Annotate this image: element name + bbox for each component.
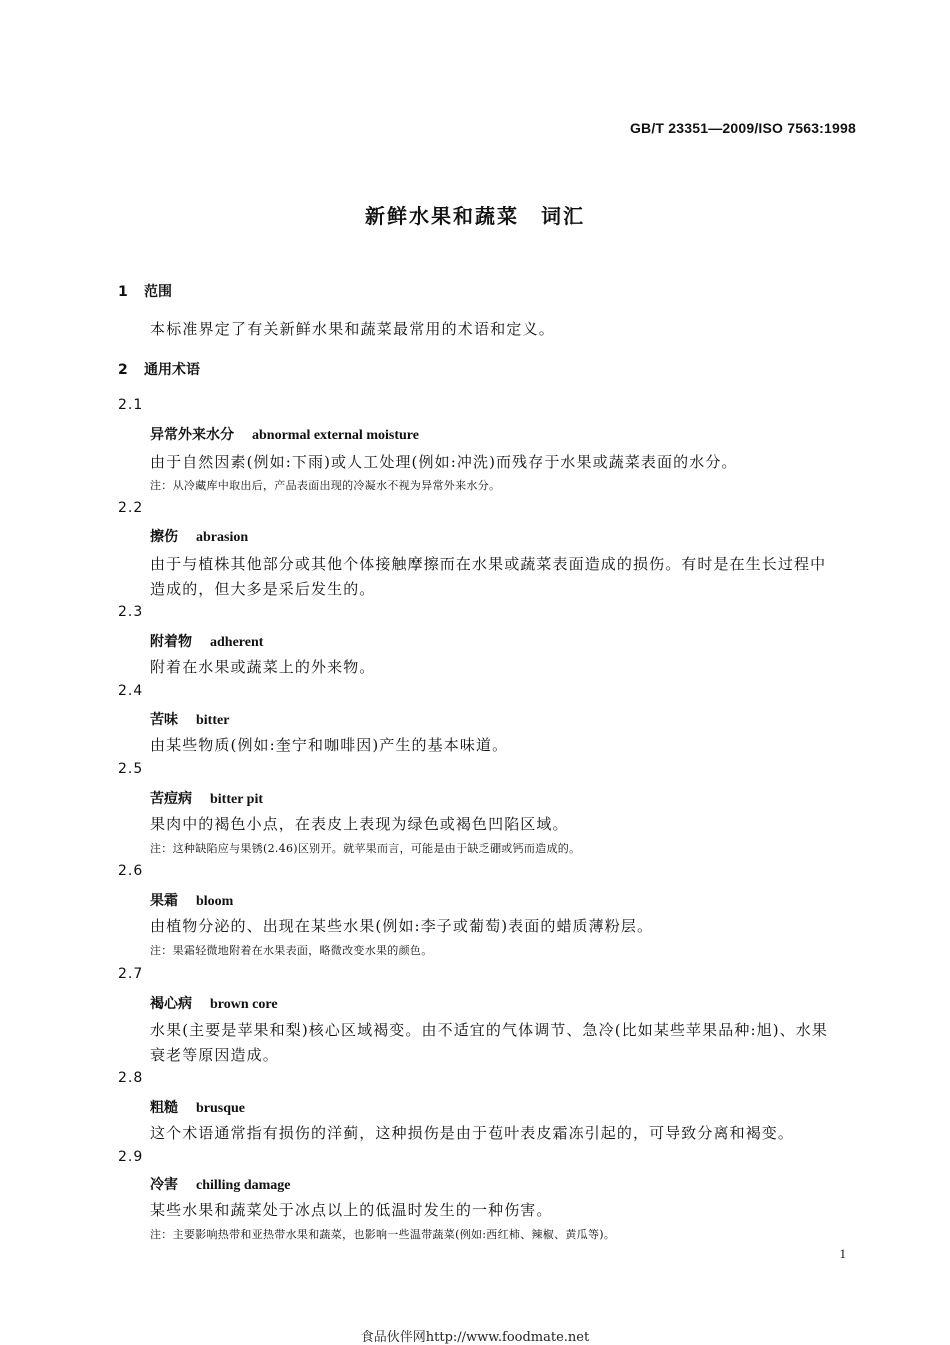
term-entry <box>150 890 233 910</box>
term-entry <box>150 1097 245 1117</box>
term-definition: 附着在水果或蔬菜上的外来物。 <box>150 658 376 676</box>
term-chinese: 苦味 <box>150 712 178 728</box>
standard-number: GB/T 23351—2009/ISO 7563:1998 <box>629 120 856 136</box>
term-entry <box>150 993 278 1013</box>
clause-number: 2.8 <box>118 1070 144 1086</box>
section-heading-general-terms <box>118 359 200 379</box>
clause-number: 2.7 <box>118 966 144 982</box>
term-definition-line: 由于与植株其他部分或其他个体接触摩擦而在水果或蔬菜表面造成的损伤。有时是在生长过程中 <box>150 555 827 573</box>
term-english: abrasion <box>196 530 249 545</box>
term-english: brown core <box>210 997 278 1012</box>
clause-number: 2.6 <box>118 863 144 879</box>
term-note: 注：这种缺陷应与果锈(2.46)区别开。就苹果而言，可能是由于缺乏硼或钙而造成的。 <box>150 842 581 855</box>
term-chinese: 果霜 <box>150 893 178 909</box>
term-definition-line: 造成的，但大多是采后发生的。 <box>150 580 376 598</box>
clause-number: 2.1 <box>118 397 144 413</box>
section-heading-scope <box>118 281 172 301</box>
term-definition: 某些水果和蔬菜处于冰点以上的低温时发生的一种伤害。 <box>150 1201 553 1219</box>
page-title: 新鲜水果和蔬菜 词汇 <box>365 204 585 228</box>
term-note: 注：从冷藏库中取出后，产品表面出现的冷凝水不视为异常外来水分。 <box>150 479 501 492</box>
term-entry <box>150 424 419 444</box>
term-definition: 果肉中的褐色小点，在表皮上表现为绿色或褐色凹陷区域。 <box>150 815 569 833</box>
term-english: chilling damage <box>196 1178 291 1193</box>
term-definition-line: 水果(主要是苹果和梨)核心区域褐变。由不适宜的气体调节、急冷(比如某些苹果品种:旭)、水果 <box>150 1021 828 1039</box>
term-english: abnormal external moisture <box>252 428 419 443</box>
term-english: adherent <box>210 635 264 650</box>
term-entry <box>150 709 229 729</box>
clause-number: 2.5 <box>118 761 144 777</box>
section-title: 范围 <box>144 284 172 300</box>
term-definition: 由于自然因素(例如:下雨)或人工处理(例如:冲洗)而残存于水果或蔬菜表面的水分。 <box>150 453 738 471</box>
clause-number: 2.9 <box>118 1149 144 1165</box>
term-english: bloom <box>196 894 234 909</box>
clause-number: 2.2 <box>118 500 144 516</box>
term-definition: 这个术语通常指有损伤的洋蓟，这种损伤是由于苞叶表皮霜冻引起的，可导致分离和褐变。 <box>150 1124 795 1142</box>
term-chinese: 附着物 <box>150 634 192 650</box>
term-english: bitter <box>196 713 230 728</box>
term-english: bitter pit <box>210 792 264 807</box>
term-entry <box>150 526 248 546</box>
term-chinese: 异常外来水分 <box>150 427 234 443</box>
scope-paragraph: 本标准界定了有关新鲜水果和蔬菜最常用的术语和定义。 <box>150 320 556 338</box>
clause-number: 2.3 <box>118 604 144 620</box>
term-chinese: 冷害 <box>150 1177 178 1193</box>
term-entry <box>150 788 263 808</box>
term-chinese: 擦伤 <box>150 529 178 545</box>
section-title: 通用术语 <box>144 362 200 378</box>
term-chinese: 褐心病 <box>150 996 192 1012</box>
term-note: 注：果霜轻微地附着在水果表面，略微改变水果的颜色。 <box>150 944 433 957</box>
term-entry <box>150 631 263 651</box>
term-chinese: 粗糙 <box>150 1100 178 1116</box>
term-note: 注：主要影响热带和亚热带水果和蔬菜，也影响一些温带蔬菜(例如:西红柿、辣椒、黄瓜等)。 <box>150 1228 616 1241</box>
section-number: 2 <box>118 362 128 378</box>
section-number: 1 <box>118 284 128 300</box>
clause-number: 2.4 <box>118 683 144 699</box>
term-english: brusque <box>196 1101 246 1116</box>
term-definition: 由某些物质(例如:奎宁和咖啡因)产生的基本味道。 <box>150 736 509 754</box>
page-number: 1 <box>839 1246 846 1261</box>
term-chinese: 苦痘病 <box>150 791 192 807</box>
term-definition-line: 衰老等原因造成。 <box>150 1046 279 1064</box>
term-entry <box>150 1174 291 1194</box>
footer-watermark: 食品伙伴网http://www.foodmate.net <box>360 1330 590 1345</box>
term-definition: 由植物分泌的、出现在某些水果(例如:李子或葡萄)表面的蜡质薄粉层。 <box>150 917 654 935</box>
